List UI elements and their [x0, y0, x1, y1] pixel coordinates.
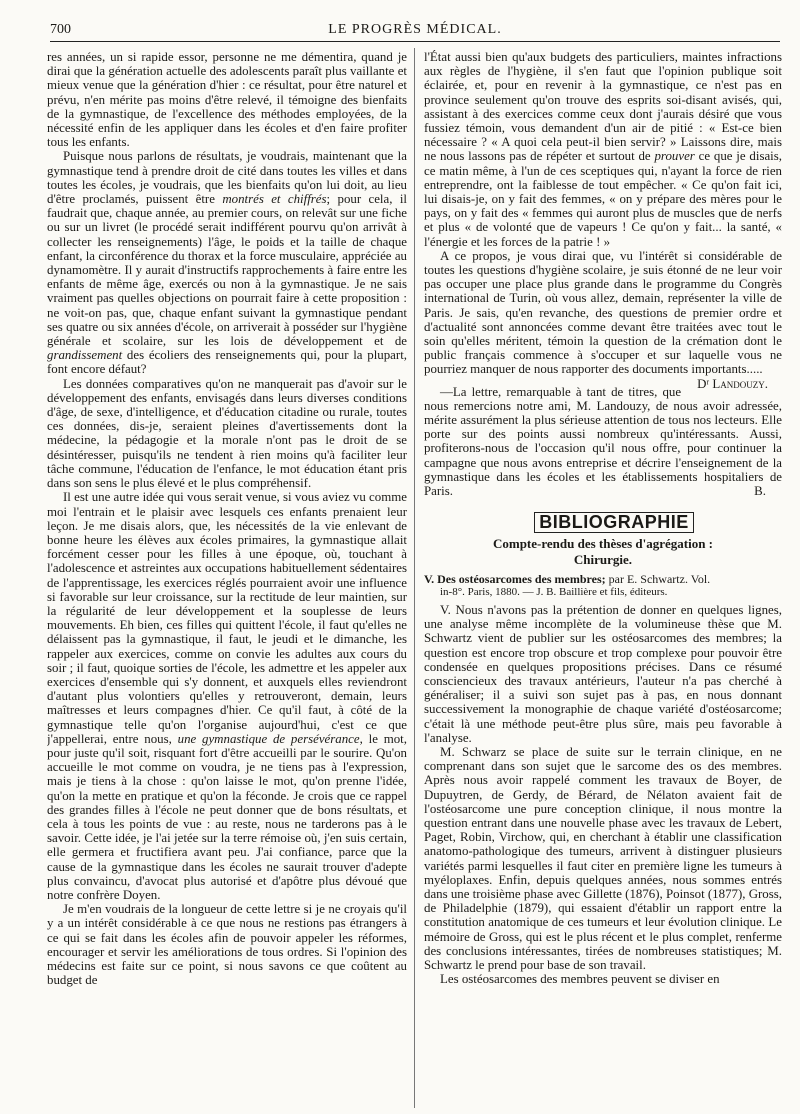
author-signature: Dʳ Landouzy.	[697, 376, 768, 391]
paragraph: l'État aussi bien qu'aux budgets des particuliers, maintes infractions aux règles de l'hygiène, il s'en faut que l'opinion publique soit éclairée, et, pour en revenir à la gymnastique, ce n'est pas en province seulement qu'on trouve des esprits soi-disant avisés, qui, assistant à des exercices comme ceux dont j'aurais désiré que vous fussiez témoin, vous demandent d'un air de pitié : « Est-ce bien nécessaire ? « A quoi cela peut-il bien servir? » Laissons dire, mais ne nous lassons pas de répéter et surtout de prouver ce que je disais, ce matin même, à l'un de ces sceptiques qui, n'ayant la force de rien entreprendre, ont la faiblesse de tout empêcher. « Ce qu'on fait ici, lui disais-je, on y fait des femmes, « on y prépare des mères pour le pays, on y fait des « femmes qui auront plus de muscles que de nerfs et plus « de volonté que de vapeurs ! Ce qu'on y fait... la santé, « l'énergie et les forces de la patrie ! »	[424, 50, 782, 249]
paragraph: Les données comparatives qu'on ne manquerait pas d'avoir sur le développement des enfants, envisagés dans leurs diverses conditions d'âge, de sexe, d'intelligence, et d'éducation citadine ou rurale, toutes ces données, dis-je, seraient pleines d'avertissements dont la médecine, la pédagogie et la morale n'ont pas le droit de se désintéresser, puisqu'ils ne tendent à rien moins qu'à faciliter leur tâche commune, l'éducation de l'enfance, le mot éducation étant pris dans son sens le plus élevé et le plus compréhensif.	[47, 376, 407, 491]
right-column	[424, 50, 782, 1108]
paragraph: Je m'en voudrais de la longueur de cette lettre si je ne croyais qu'il y a un intérêt considérable à ce que nous ne restions pas étrangers à ce qui se fait dans les écoles afin de pouvoir appeler les réformes, encourager et servir les améliorations de tous ordres. Si l'opinion des médecins est faite sur ce point, si nous savons ce que coûtent au budget de	[47, 902, 407, 988]
journal-title: LE PROGRÈS MÉDICAL.	[328, 22, 502, 37]
section-title: BIBLIOGRAPHIE	[534, 512, 694, 532]
paragraph: Il est une autre idée qui vous serait venue, si vous aviez vu comme moi l'entrain et le plaisir avec lesquels ces enfants prenaient leur leçon. Je me disais alors, que, les nécessités de la vie enlevant de bonne heure les élèves aux écoles primaires, la gymnastique allait forcément cesser pour les filles à une époque, où, touchant à l'adolescence et astreintes aux occupations habituellement sédentaires de l'apprentissage, les exercices réglés pourraient avoir une influence si favorable sur leur croissance, sur la rectitude de leur maintien, sur la régularité de leur développement et la souplesse de leurs mouvements. Eh bien, ces filles qui quittent l'école, il faut qu'elles ne délaissent pas la gymnastique, il faut, le jeudi et le dimanche, les rappeler aux exercices, comme on convie les adultes aux cours du soir ; il faut, quoique sorties de l'école, les admettre et les appeler aux exercices d'ensemble qui s'y donnent, et auxquels elles reviendront d'autant plus volontiers qu'elles y retrouveront, demain, leurs maîtresses et leurs compagnes d'hier. Ce qu'il faut, à côté de la gymnastique telle qu'on l'organise aujourd'hui, c'est ce que j'appellerai, entre nous, une gymnastique de persévérance, le mot, pour juste qu'il soit, risquant fort d'être accueilli par le sourire. Qu'on accueille le mot comme on voudra, je ne tiens pas à l'expression, mais je tiens à la chose : qu'on laisse le mot, qu'on prenne l'idée, qu'on la mette en pratique et qu'on la féconde. Je crois que ce rappel des grandes filles à l'école ne peut donner que de bons résultats, et cela à tous les points de vue : au reste, nous ne tarderons pas à le savoir. Cette idée, je l'ai jetée sur la terre rémoise où, j'en suis certain, elle germera et fructifiera avant peu. J'ai confiance, parce que la cause de la gymnastique dans les écoles ne saurait trouver d'adepte plus convaincu, d'avocat plus autorisé et d'apôtre plus dévoué que notre confrère Doyen.	[47, 490, 407, 902]
note-signature: B.	[754, 484, 766, 499]
section-subheading: Compte-rendu des thèses d'agrégation :	[492, 535, 714, 551]
paragraph: Les ostéosarcomes des membres peuvent se diviser en	[440, 972, 720, 987]
paragraph: M. Schwarz se place de suite sur le terrain clinique, en ne comprenant dans son sujet que le sarcome des os des membres. Après nous avoir rappelé comment les travaux de Boyer, de Dupuytren, de Gerdy, de Bérard, de Nélaton avaient fait de l'ostéosarcome une pure conception clinique, il nous montre la question entrant dans une nouvelle phase avec les travaux de Lebert, Paget, Robin, Virchow, qui, en cherchant à établir une classification anatomo-pathologique des tumeurs, arrivent à distinguer plusieurs variétés parmi lesquelles il faut citer en première ligne les tumeurs à myéloplaxes. Enfin, depuis quelques années, nous sommes entrés dans une troisième phase avec Gillette (1876), Poinsot (1877), Gross, de Philadelphie (1879), qui essaient d'établir un rapport entre la constitution anatomique de ces tumeurs et leur évolution clinique. Le mémoire de Gross, qui est le plus récent et le plus complet, renferme des conclusions intéressantes, tirées de nombreuses statistiques; M. Schwartz le prend pour base de son travail.	[424, 744, 782, 972]
running-header	[50, 22, 780, 42]
paragraph: V. Nous n'avons pas la prétention de donner en quelques lignes, une analyse même incomplète de la volumineuse thèse que M. Schwartz vient de publier sur les ostéosarcomes des membres; la question est encore trop obscure et trop complexe pour pouvoir être condensée en quelques propositions précises. Dans ce résumé consciencieux des travaux antérieurs, l'auteur n'a pas cherché à généraliser; il a suivi son sujet pas à pas, en nous donnant successivement la monographie de chaque variété d'ostéosarcome; c'était là une méthode peut-être plus sûre, mais peu favorable à l'analyse.	[424, 602, 782, 745]
editor-note: —La lettre, remarquable à tant de titres, que nous remercions notre ami, M. Landouzy, de nous avoir adressée, mérite assurément la plus sérieuse attention de tous nos lecteurs. Elle porte sur des points aussi nombreux qu'intéressants. Aussi, profiterons-nous de l'occasion qu'il nous offre, pour continuer la campagne que nous avons entreprise et décrire l'enseignement de la gymnastique dans les écoles et les établissements hospitaliers de Paris. B.	[424, 384, 782, 499]
paragraph: A ce propos, je vous dirai que, vu l'intérêt si considérable de toutes les questions d'hygiène scolaire, je suis étonné de ne leur voir pas occuper une place plus grande dans le programme du Congrès international de Turin, où vous allez, demain, représenter la ville de Paris. Je sais, qu'en revanche, des questions de premier ordre et d'actualité sont annoncées comme devant être traitées avec tout le soin qu'elles méritent, témoin la question de la crémation dont le public français commence à s'occuper et sur laquelle vous ne pourriez manquer de nous rapporter des documents importants..... Dʳ Landouzy.	[424, 248, 782, 391]
paragraph: Puisque nous parlons de résultats, je voudrais, maintenant que la gymnastique tend à prendre droit de cité dans toutes les villes et dans toutes les écoles, je voudrais, que les bienfaits qu'on lui doit, au lieu d'être proclamés, puissent être montrés et chiffrés; pour cela, il faudrait que, chaque année, au premier cours, on relevât sur une fiche ou sur un livret (le procédé serait indifférent pourvu qu'on arrivât à collecter les renseignements) l'âge, le poids et la taille de chaque enfant, la circonférence du thorax et la force musculaire, appréciée au dynamomètre. Il y aurait d'instructifs rapprochements à faire entre les enfants de même âge, exercés ou non à la gymnastique. Je ne sais vraiment pas quelles objections on pourrait faire à cette proposition : ne voit-on pas, que, chaque enfant suivant la gymnastique pendant ses quatre ou six années d'école, on arriverait à posséder sur l'hygiène générale et scolaire, sur les lois de développement et de grandissement des écoliers des renseignements qui, pour la plupart, font encore défaut?	[47, 149, 407, 377]
column-divider	[414, 48, 415, 1108]
left-column	[47, 50, 407, 1108]
section-subsubheading: Chirurgie.	[573, 551, 633, 567]
page-number: 700	[50, 22, 71, 37]
paragraph: res années, un si rapide essor, personne ne me démentira, quand je dirai que la génération actuelle des adolescents paraît plus vaillante et mieux venue que la génération d'hier : ce résultat, pour être naturel et prévu, n'en mérite pas moins d'être relevé, il témoigne des bienfaits de la gymnastique, de l'excellence des méthodes employées, de la nécessité enfin de les appliquer dans les écoles et d'en faire profiter tous les enfants.	[47, 50, 407, 150]
reference-line: V. Des ostéosarcomes des membres; par E. Schwartz. Vol. in-8°. Paris, 1880. — J. B. Baillière et fils, éditeurs.	[424, 571, 711, 598]
